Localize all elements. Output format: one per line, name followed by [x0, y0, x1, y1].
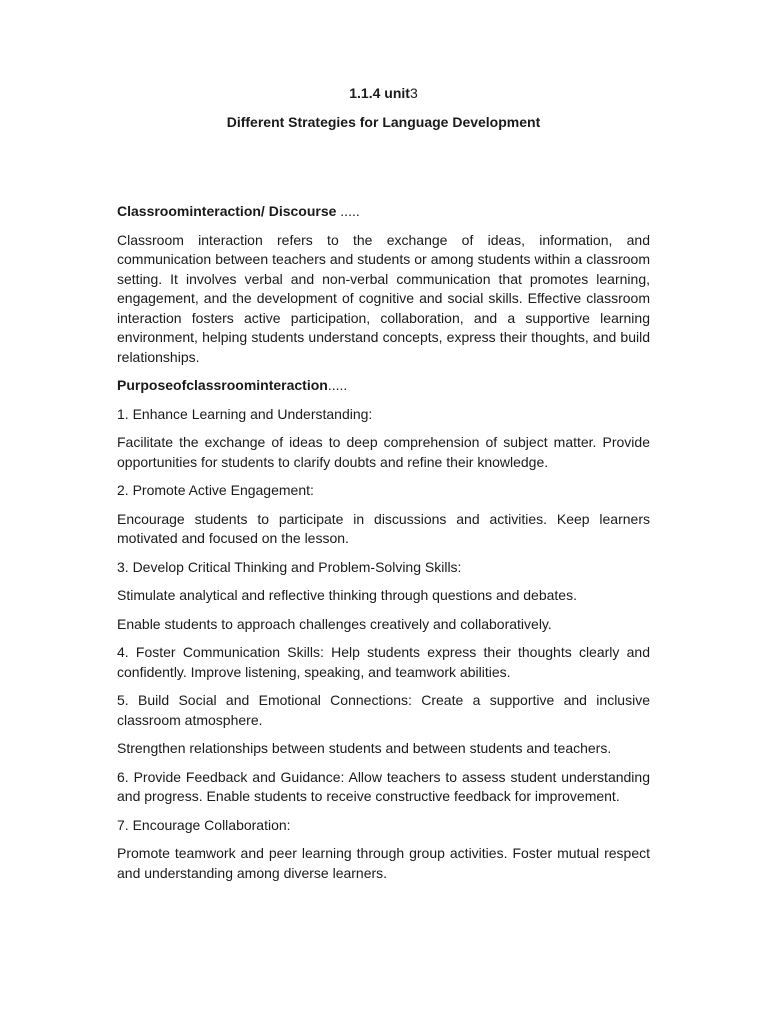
section-heading-classroom-interaction	[117, 202, 650, 222]
classroom-interaction-paragraph: Classroom interaction refers to the exchange of ideas, information, and communication between teachers and students or among students within a classroom setting. It involves verbal and non-verbal communication that promotes learning, engagement, and the development of cognitive and social skills. Effective classroom interaction fosters active participation, collaboration, and a supportive learning environment, helping students understand concepts, express their thoughts, and build relationships.	[117, 231, 650, 365]
document-title: Different Strategies for Language Development	[226, 113, 541, 130]
document-content	[117, 84, 650, 883]
purpose-paragraph: 7. Encourage Collaboration:	[117, 816, 291, 833]
purpose-paragraph: 3. Develop Critical Thinking and Problem-Solving Skills:	[117, 558, 462, 575]
purpose-paragraph: Strengthen relationships between students and between students and teachers.	[117, 740, 612, 756]
purpose-paragraph: Stimulate analytical and reflective thinking through questions and debates.	[117, 587, 577, 603]
purpose-paragraph: 4. Foster Communication Skills: Help students express their thoughts clearly and confidently. Improve listening, speaking, and teamwork abilities.	[117, 644, 650, 680]
section-heading-purpose	[117, 376, 650, 396]
purpose-paragraph: 2. Promote Active Engagement:	[117, 482, 314, 498]
unit-label-text: 1.1.4 unit	[349, 85, 410, 101]
purpose-paragraph: Facilitate the exchange of ideas to deep comprehension of subject matter. Provide opportunities for students to clarify doubts and refine their knowledge.	[117, 434, 650, 470]
purpose-paragraph: 5. Build Social and Emotional Connections: Create a supportive and inclusive classroom atmosphere.	[117, 692, 650, 728]
purpose-paragraph: Enable students to approach challenges creatively and collaboratively.	[117, 615, 552, 632]
unit-number: 3	[409, 85, 418, 101]
purpose-paragraph: 6. Provide Feedback and Guidance: Allow teachers to assess student understanding and progress. Enable students to receive constructive feedback for improvement.	[117, 768, 650, 804]
purpose-paragraph: Promote teamwork and peer learning through group activities. Foster mutual respect and understanding among diverse learners.	[117, 845, 650, 881]
purpose-paragraph: 1. Enhance Learning and Understanding:	[117, 405, 373, 422]
purpose-heading-text: Purposeofclassroominteraction	[117, 377, 328, 393]
section-heading-text: Classroominteraction/ Discourse	[117, 203, 337, 219]
unit-label	[117, 84, 650, 104]
purpose-paragraph: Encourage students to participate in discussions and activities. Keep learners motivated and focused on the lesson.	[117, 510, 650, 546]
purpose-heading-suffix: .....	[327, 377, 348, 393]
section-heading-suffix: .....	[336, 203, 360, 219]
